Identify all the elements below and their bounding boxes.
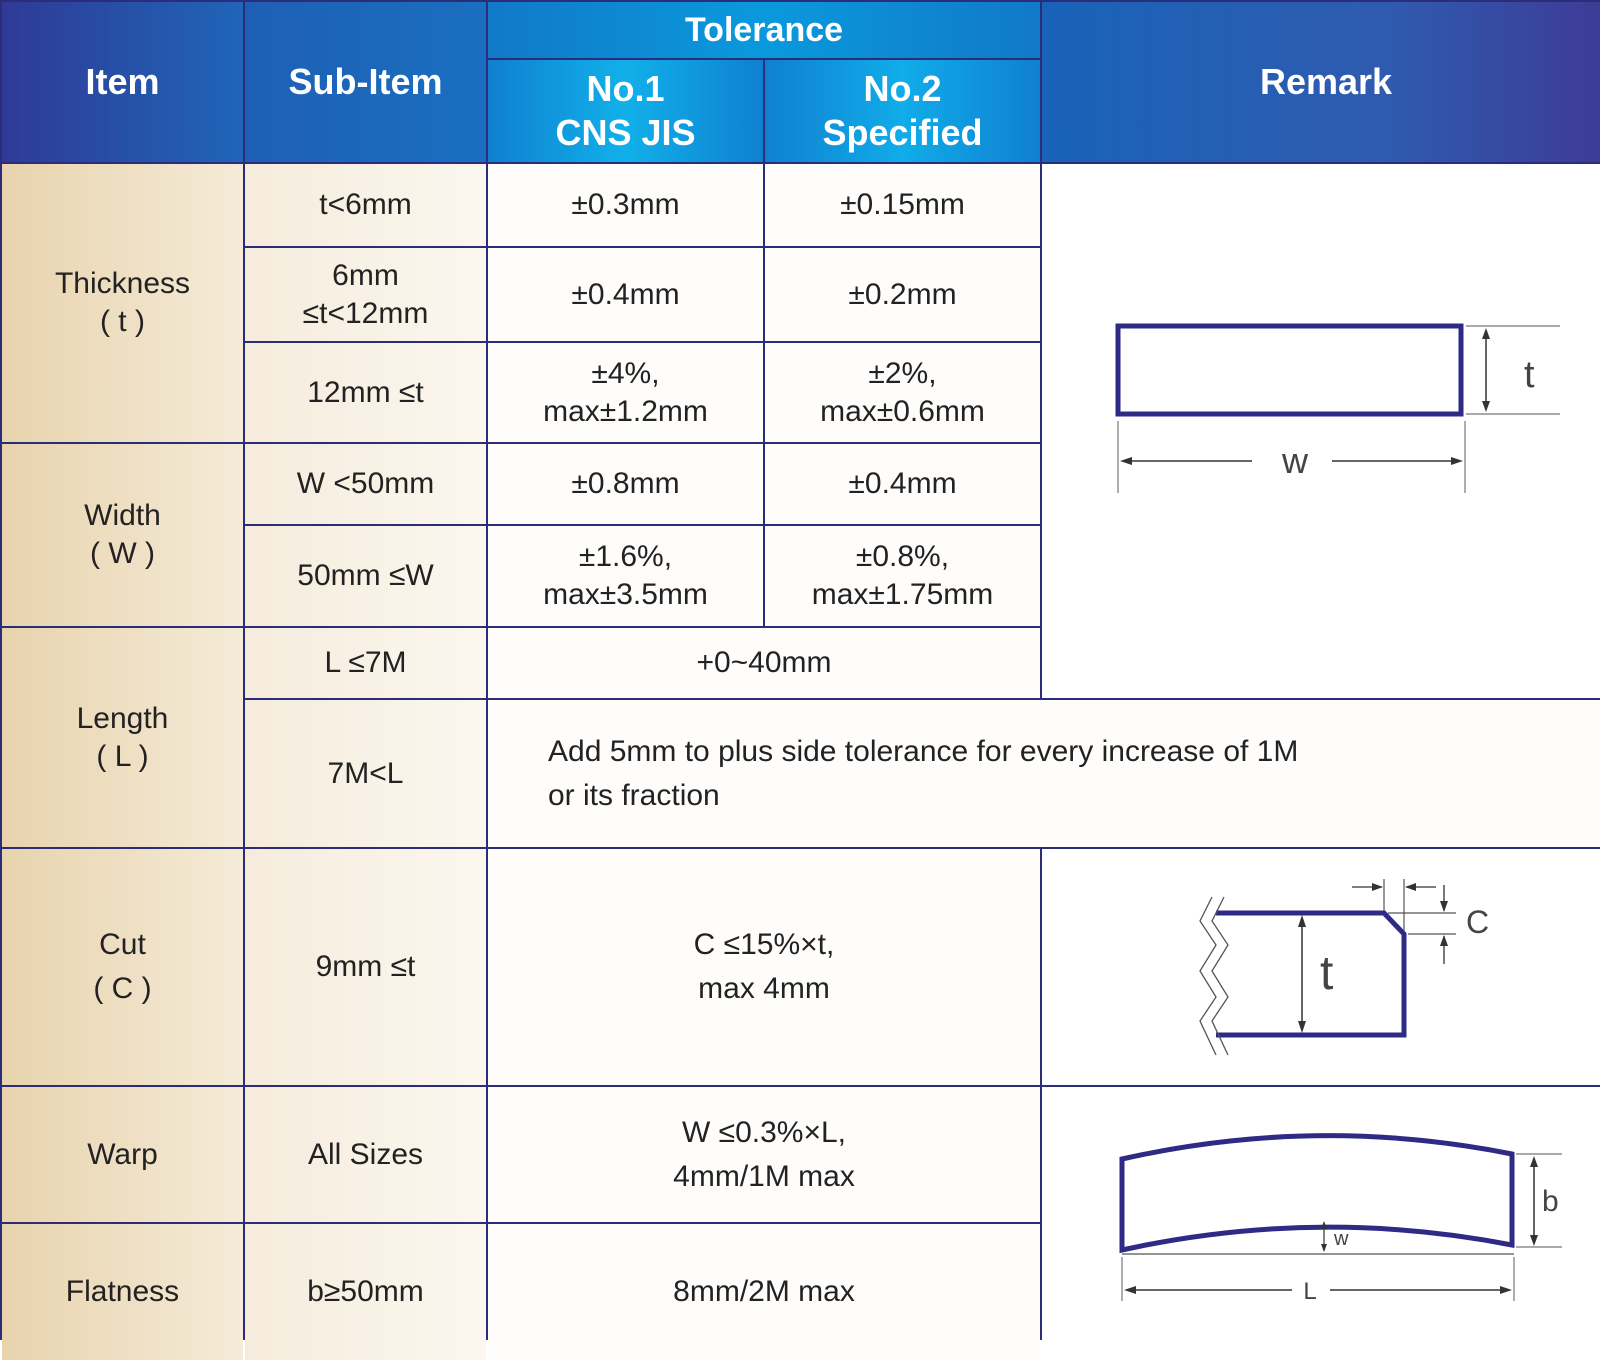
no2-width-1 [765, 444, 1040, 524]
value-length-1-text: +0~40mm [696, 646, 832, 679]
value-warp [488, 1087, 1040, 1222]
sub-width-1 [245, 444, 486, 524]
sub-width-2-text: 50mm ≤W [297, 559, 434, 592]
sub-width-1-text: W <50mm [296, 467, 435, 500]
no1-thickness-3 [488, 343, 763, 442]
sub-cut-text: 9mm ≤t [315, 950, 416, 983]
sub-thickness-3-text: 12mm ≤t [307, 375, 424, 409]
header-sub-item-label: Sub-Item [288, 61, 443, 102]
no1-thickness-1-text: ±0.3mm [571, 188, 680, 221]
chamfered-profile [1216, 913, 1404, 1035]
no2-width-1-text: ±0.4mm [848, 467, 957, 500]
header-tolerance-label: Tolerance [684, 11, 844, 49]
w-arrow-right [1451, 457, 1463, 465]
no1-thickness-1 [488, 164, 763, 246]
value-cut [488, 849, 1040, 1085]
header-no1-line1: No.1 [586, 68, 665, 109]
no2-thickness-2 [765, 248, 1040, 341]
cut-t-arrow-down [1298, 1021, 1306, 1033]
l-arrow-left [1124, 1286, 1136, 1294]
cut-arrow-right [1405, 883, 1416, 891]
item-flatness-label: Flatness [65, 1275, 180, 1308]
c-arrow-up [1440, 935, 1448, 946]
no1-width-2-line2: max±3.5mm [543, 578, 708, 611]
item-length-label: Length [76, 701, 169, 735]
item-width [2, 444, 243, 626]
item-warp-label: Warp [87, 1137, 158, 1171]
no1-width-2-line1: ±1.6%, [578, 540, 673, 573]
no2-thickness-3 [765, 343, 1040, 442]
header-sub-item [245, 2, 486, 162]
w-gap-arrow-down [1321, 1244, 1327, 1252]
item-cut-label: Cut [99, 928, 146, 961]
no2-thickness-3-line2: max±0.6mm [820, 394, 985, 428]
item-cut [2, 849, 243, 1085]
sub-thickness-1 [245, 164, 486, 246]
item-warp [2, 1087, 243, 1222]
item-length [2, 628, 243, 847]
sub-thickness-2-line1: 6mm [332, 258, 399, 292]
no2-thickness-2-text: ±0.2mm [848, 277, 957, 311]
no2-width-2-line1: ±0.8%, [855, 540, 950, 573]
sub-length-1-text: L ≤7M [324, 646, 407, 679]
value-flatness-text: 8mm/2M max [673, 1275, 855, 1308]
header-item-label: Item [85, 61, 160, 102]
rect-t-label: t [1524, 354, 1535, 396]
sub-thickness-3 [245, 343, 486, 442]
sub-length-2-text: 7M<L [327, 756, 404, 790]
no1-thickness-2 [488, 248, 763, 341]
no1-width-1 [488, 444, 763, 524]
sub-length-2 [245, 700, 486, 847]
sub-thickness-2-line2: ≤t<12mm [302, 296, 429, 330]
value-length-2-line1: Add 5mm to plus side tolerance for every increase of 1M [548, 734, 1299, 768]
value-length-2 [488, 700, 1600, 847]
item-cut-symbol: ( C ) [93, 972, 152, 1005]
header-no2 [765, 60, 1040, 162]
item-width-symbol: ( W ) [90, 537, 155, 570]
no1-thickness-2-text: ±0.4mm [571, 277, 680, 311]
sub-warp-text: All Sizes [307, 1137, 424, 1171]
no1-thickness-3-line2: max±1.2mm [543, 394, 708, 428]
sub-flatness-text: b≥50mm [307, 1275, 424, 1308]
no2-thickness-1-text: ±0.15mm [840, 188, 965, 221]
item-width-label: Width [84, 499, 161, 532]
cut-arrow-left [1372, 883, 1383, 891]
c-arrow-down [1440, 901, 1448, 912]
value-length-2-line2: or its fraction [548, 778, 720, 812]
item-length-symbol: ( L ) [96, 739, 149, 773]
sub-warp [245, 1087, 486, 1222]
sub-cut [245, 849, 486, 1085]
b-arrow-up [1530, 1156, 1538, 1167]
header-no1-line2: CNS JIS [555, 112, 696, 153]
header-no1 [488, 60, 763, 162]
no2-width-2 [765, 526, 1040, 626]
value-warp-line1: W ≤0.3%×L, [681, 1115, 847, 1149]
warped-plate [1122, 1136, 1512, 1250]
cut-c-label: C [1466, 904, 1490, 940]
value-cut-line2: max 4mm [698, 972, 830, 1005]
item-thickness-symbol: ( t ) [99, 305, 145, 338]
value-length-1 [488, 628, 1040, 698]
remark-rectangle-diagram [1042, 164, 1600, 698]
sub-length-1 [245, 628, 486, 698]
header-tolerance [488, 2, 1040, 58]
header-remark-label: Remark [1259, 61, 1393, 102]
cut-t-label: t [1320, 947, 1334, 1000]
cut-t-arrow-up [1298, 915, 1306, 927]
sub-thickness-1-text: t<6mm [319, 188, 412, 221]
warp-b-label: b [1542, 1185, 1559, 1218]
b-arrow-down [1530, 1235, 1538, 1246]
break-line-1 [1200, 897, 1216, 1055]
sub-width-2 [245, 526, 486, 626]
header-remark [1042, 2, 1600, 162]
no2-width-2-line2: max±1.75mm [811, 578, 994, 611]
header-no2-line1: No.2 [863, 68, 942, 109]
sub-thickness-2 [245, 248, 486, 341]
t-arrow-down [1482, 401, 1490, 412]
remark-cut-diagram [1042, 849, 1600, 1085]
item-thickness [2, 164, 243, 442]
l-arrow-right [1500, 1286, 1512, 1294]
header-item [2, 2, 243, 162]
no2-thickness-1 [765, 164, 1040, 246]
header-no2-line2: Specified [822, 112, 983, 153]
no1-thickness-3-line1: ±4%, [591, 356, 660, 390]
no1-width-2 [488, 526, 763, 626]
no2-thickness-3-line1: ±2%, [868, 356, 937, 390]
rectangle-tw-diagram [1042, 171, 1600, 691]
chamfer-cut-diagram [1042, 849, 1600, 1085]
item-thickness-label: Thickness [54, 267, 191, 300]
warp-l-label: L [1303, 1278, 1317, 1305]
no1-width-1-text: ±0.8mm [571, 467, 680, 500]
t-arrow-up [1482, 328, 1490, 339]
rect-w-label: w [1282, 440, 1308, 481]
warp-w-label: w [1334, 1228, 1349, 1250]
w-arrow-left [1120, 457, 1132, 465]
break-line-2 [1212, 897, 1228, 1055]
value-cut-line1: C ≤15%×t, [693, 928, 835, 961]
remark-warp-diagram [1042, 1087, 1600, 1360]
warp-flatness-diagram [1042, 1087, 1600, 1360]
value-warp-line2: 4mm/1M max [673, 1159, 855, 1193]
plate-cross-section [1118, 326, 1461, 414]
